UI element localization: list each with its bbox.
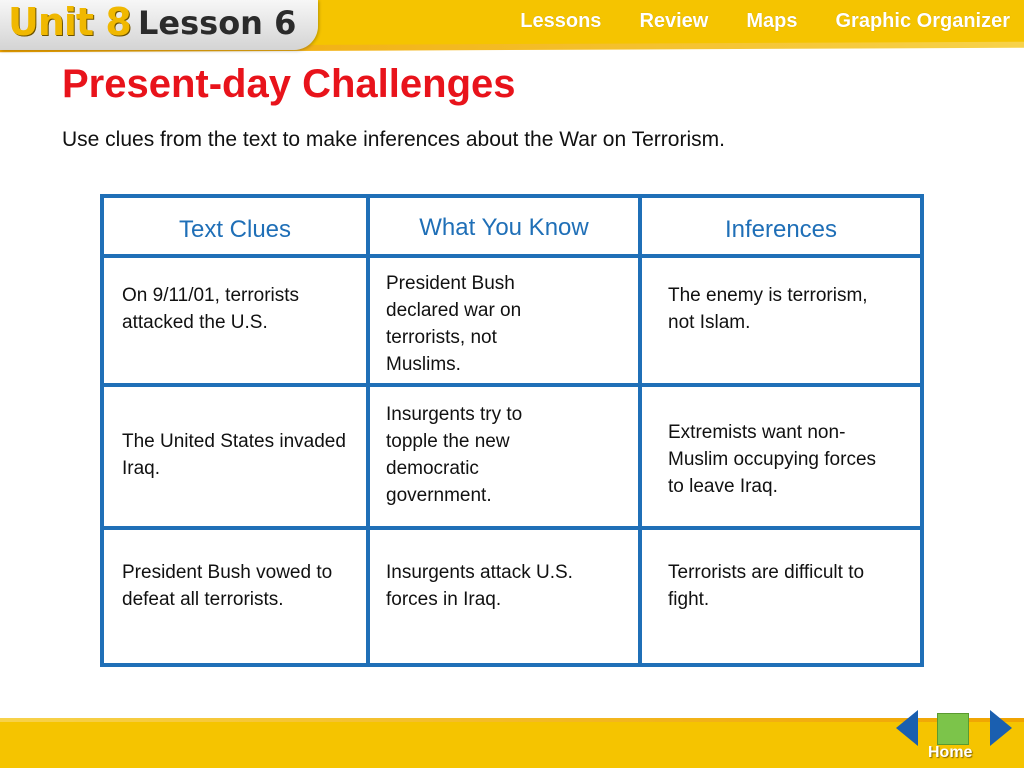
row-divider bbox=[104, 526, 920, 530]
page-title: Present-day Challenges bbox=[62, 62, 516, 106]
page-subtitle: Use clues from the text to make inferences about the War on Terrorism. bbox=[62, 128, 725, 151]
lesson-label: Lesson 6 bbox=[138, 4, 297, 42]
row-divider bbox=[104, 254, 920, 258]
cell-row2-clue: The United States invaded Iraq. bbox=[122, 431, 346, 479]
cell-row2-know: Insurgents try to topple the new democratic government. bbox=[386, 404, 523, 506]
top-nav bbox=[482, 10, 1010, 33]
graphic-organizer-table bbox=[100, 194, 924, 667]
nav-graphic-organizer[interactable]: Graphic Organizer bbox=[835, 10, 1010, 32]
cell-row3-clue: President Bush vowed to defeat all terrorists. bbox=[122, 562, 333, 610]
cell-row1-clue: On 9/11/01, terrorists attacked the U.S. bbox=[122, 285, 300, 333]
next-arrow-icon[interactable] bbox=[990, 710, 1012, 746]
nav-lessons[interactable]: Lessons bbox=[520, 10, 602, 32]
cell-row3-inference: Terrorists are difficult to fight. bbox=[668, 562, 865, 610]
header-inferences: Inferences bbox=[724, 216, 838, 243]
home-button[interactable]: Home bbox=[928, 744, 973, 761]
header-what-you-know: What You Know bbox=[419, 214, 589, 241]
nav-maps[interactable]: Maps bbox=[746, 10, 798, 32]
cell-row2-inference: Extremists want non-Muslim occupying forces to leave Iraq. bbox=[668, 422, 877, 497]
bottom-banner bbox=[0, 722, 1024, 768]
column-divider bbox=[366, 198, 370, 663]
nav-review[interactable]: Review bbox=[639, 10, 709, 32]
cell-row1-inference: The enemy is terrorism, not Islam. bbox=[668, 285, 868, 333]
column-divider bbox=[638, 198, 642, 663]
prev-arrow-icon[interactable] bbox=[896, 710, 918, 746]
cell-row3-know: Insurgents attack U.S. forces in Iraq. bbox=[386, 562, 573, 610]
cell-row1-know: President Bush declared war on terrorists, not Muslims. bbox=[386, 273, 522, 375]
header-text-clues: Text Clues bbox=[178, 216, 292, 243]
unit-label: Unit 8 bbox=[8, 0, 131, 44]
row-divider bbox=[104, 383, 920, 387]
home-square-icon[interactable] bbox=[937, 713, 969, 745]
unit-lesson-badge bbox=[0, 0, 318, 50]
